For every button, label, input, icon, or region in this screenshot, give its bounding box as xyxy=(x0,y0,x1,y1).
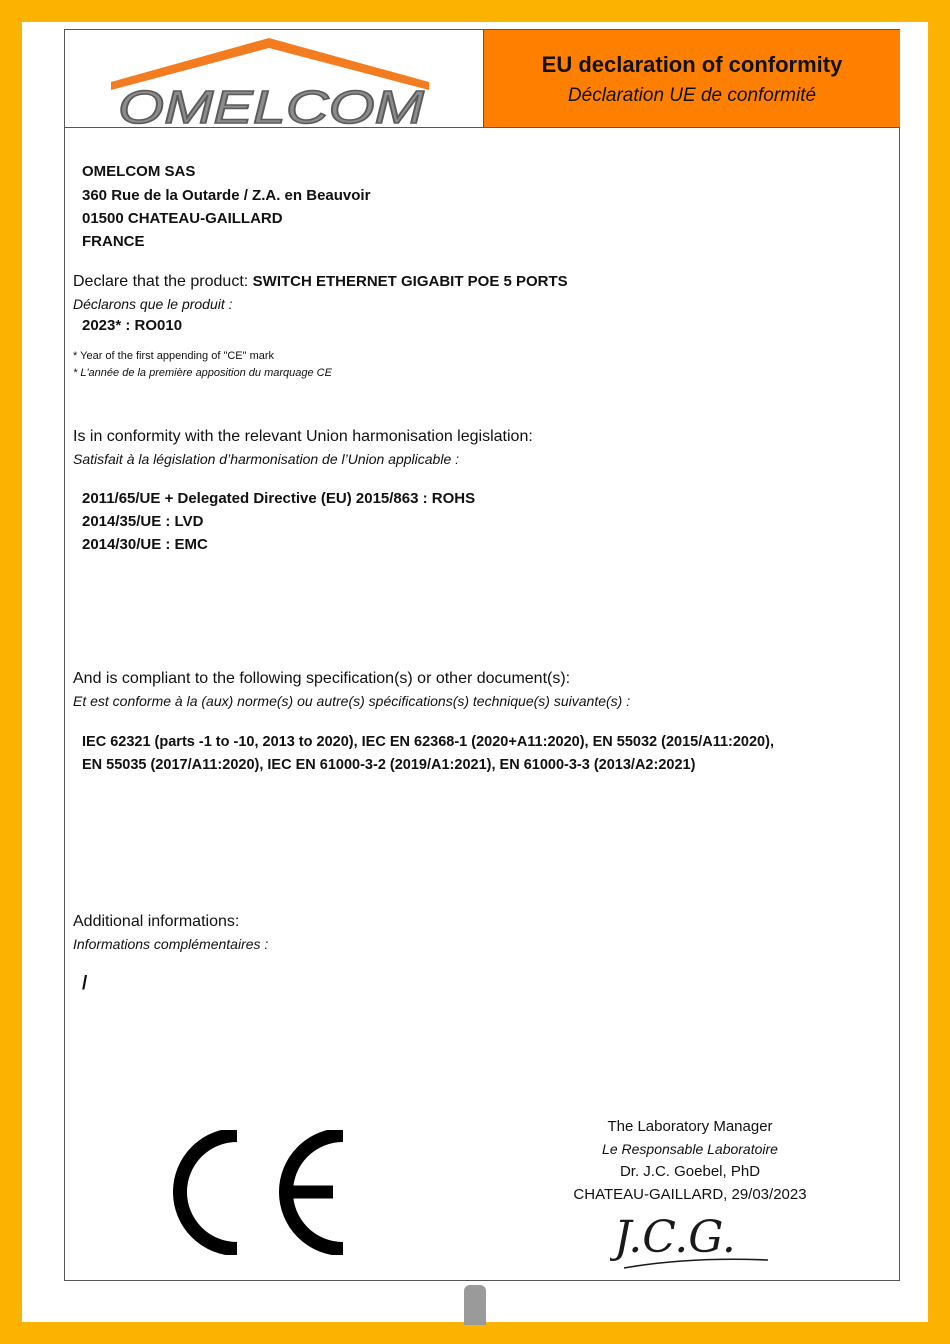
company-address-line1: 360 Rue de la Outarde / Z.A. en Beauvoir xyxy=(82,187,371,204)
product-name: SWITCH ETHERNET GIGABIT POE 5 PORTS xyxy=(252,273,568,290)
title-fr: Déclaration UE de conformité xyxy=(567,85,817,106)
page-tab xyxy=(464,1285,486,1325)
legislation-item: 2014/35/UE : LVD xyxy=(82,513,204,530)
legislation-heading-en: Is in conformity with the relevant Union harmonisation legislation: xyxy=(73,428,533,445)
product-declaration xyxy=(73,273,568,291)
company-address-line2: 01500 CHATEAU-GAILLARD xyxy=(82,210,283,227)
declare-label-en: Declare that the product: xyxy=(73,273,253,290)
specifications-line1: IEC 62321 (parts -1 to -10, 2013 to 2020), IEC EN 62368-1 (2020+A11:2020), EN 55032 (2015/A11:2020), xyxy=(82,734,774,750)
place-date: CHATEAU-GAILLARD, 29/03/2023 xyxy=(573,1186,807,1203)
additional-heading-fr: Informations complémentaires : xyxy=(73,936,269,952)
specifications-heading-fr: Et est conforme à la (aux) norme(s) ou autre(s) spécifications(s) technique(s) suivante(s) : xyxy=(73,693,631,709)
company-logo xyxy=(65,30,483,127)
header xyxy=(65,30,899,128)
declare-label-fr: Déclarons que le produit : xyxy=(73,296,233,312)
ce-mark-icon xyxy=(173,1130,348,1255)
company-name: OMELCOM SAS xyxy=(82,163,196,180)
logo-text: OMELCOM xyxy=(118,81,425,126)
declaration-frame xyxy=(64,29,900,1281)
omelcom-logo xyxy=(109,34,439,126)
ce-year-note-fr: * L'année de la première apposition du marquage CE xyxy=(73,367,332,379)
legislation-heading-fr: Satisfait à la législation d’harmonisation de l’Union applicable : xyxy=(73,451,460,467)
additional-heading-en: Additional informations: xyxy=(73,913,240,930)
title-en: EU declaration of conformity xyxy=(541,52,843,77)
ce-mark xyxy=(173,1130,348,1260)
specifications-heading-en: And is compliant to the following specification(s) or other document(s): xyxy=(73,670,571,687)
svg-text:J.C.G.: J.C.G. xyxy=(614,1212,736,1263)
handwritten-signature xyxy=(610,1202,780,1282)
legislation-item: 2014/30/UE : EMC xyxy=(82,536,208,553)
title-box xyxy=(483,30,900,127)
ce-year-note-en: * Year of the first appending of "CE" mark xyxy=(73,350,275,362)
additional-value: / xyxy=(82,973,88,994)
signatory-name: Dr. J.C. Goebel, PhD xyxy=(619,1163,761,1180)
legislation-item: 2011/65/UE + Delegated Directive (EU) 2015/863 : ROHS xyxy=(82,490,476,507)
signatory-role-fr: Le Responsable Laboratoire xyxy=(602,1141,778,1157)
company-country: FRANCE xyxy=(82,233,145,250)
specifications-line2: EN 55035 (2017/A11:2020), IEC EN 61000-3-2 (2019/A1:2021), EN 61000-3-3 (2013/A2:2021) xyxy=(82,757,696,773)
product-reference: 2023* : RO010 xyxy=(82,317,183,334)
signatory-role-en: The Laboratory Manager xyxy=(607,1118,773,1135)
